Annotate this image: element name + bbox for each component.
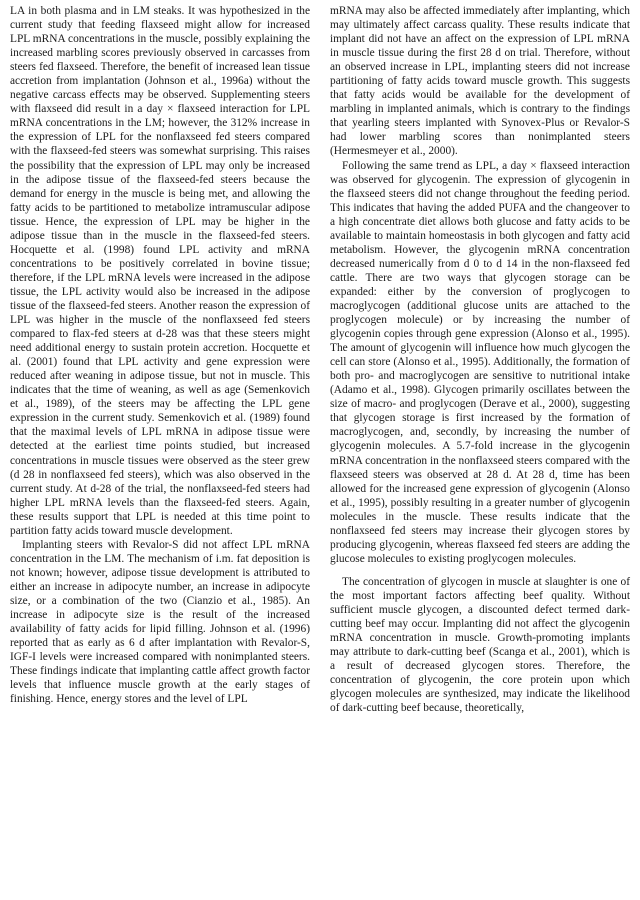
paragraph: mRNA may also be affected immediately after implanting, which may ultimately affect carcass quality. These results indicate that implant did not have an affect on the expression of LPL mRNA in muscle tissue during the first 28 d on trial. Therefore, without an observed increase in LPL, implanting steers did not increase partitioning of fatty acids toward muscle growth. This suggests that fatty acids would be available for the development of marbling in implanted animals, which is contrary to the findings that yearling steers implanted with Synovex-Plus or Revalor-S had lower marbling scores than nonimplanted steers (Hermesmeyer et al., 2000). xyxy=(330,5,630,158)
paragraph: LA in both plasma and in LM steaks. It was hypothesized in the current study that feeding flaxseed might allow for increased LPL mRNA concentrations in the muscle, possibly explaining the increased marbling scores previously observed in carcasses from steers fed flaxseed. Therefore, the benefit of increased lean tissue accretion from implantation (Johnson et al., 1996a) without the negative carcass effects may be observed. Supplementing steers with flaxseed did result in a day × flaxseed interaction for LPL mRNA concentrations in the LM; however, the 312% increase in the expression of LPL for the nonflaxseed fed steers compared with the flaxseed-fed steers was somewhat surprising. This raises the possibility that the expression of LPL may only be increased in the adipose tissue of the flaxseed-fed steers because the demand for energy in the muscle is being met, and allowing the fatty acids to be partitioned to metabolize intramuscular adipose tissue. Hence, the expression of LPL may be higher in the adipose tissue than in the muscle in the flaxseed-fed steers. Hocquette et al. (1998) found LPL activity and mRNA concentrations to be positively correlated in bovine tissue; therefore, if the LPL mRNA levels were increased in the adipose tissue, the LPL activity would also be increased in the adipose tissue of the flaxseed-fed steers. Another reason the expression of LPL was higher in the muscle of the nonflaxseed fed steers compared to flax-fed steers at d-28 was that these steers might need additional energy to sustain protein accretion. Hocquette et al. (2001) found that LPL activity and gene expression were reduced after weaning in adipose tissue, but not in muscle. This indicates that the time of weaning, as well as age (Semenkovich et al., 1989), of the steers may be affecting the LPL gene expression in the current study. Semenkovich et al. (1989) found that the maximal levels of LPL mRNA in adipose tissue were detected at the earliest time points studied, but increased concentrations in muscle tissues were observed as the steer grew (d 28 in nonflaxseed fed steers), which was also observed in the current study. At d-28 of the trial, the nonflaxseed-fed steers had higher LPL mRNA levels than the flaxseed-fed steers. Again, these results support that LPL is needed at this time point to partition fatty acids toward muscle development. xyxy=(10,5,310,537)
paragraph: Implanting steers with Revalor-S did not affect LPL mRNA concentration in the LM. The mechanism of i.m. fat deposition is not known; however, adipose tissue development is attributed to either an increase in adipocyte number, an increase in adipocyte size, or a combination of the two (Cianzio et al., 1985). An increase in adipocyte size is the result of the increased availability of fatty acids for lipid filling. Johnson et al. (1996) reported that as early as 6 d after implantation with Revalor-S, IGF-I levels were increased compared with nonimplanted steers. These findings indicate that implanting cattle affect growth factor levels that influence muscle growth at the early stages of finishing. Hence, energy stores and the level of LPL xyxy=(10,538,310,706)
paragraph: Following the same trend as LPL, a day × flaxseed interaction was observed for glycogenin. The expression of glycogenin in the flaxseed steers did not change throughout the feeding period. This indicates that having the added PUFA and the changeover to a high concentrate diet allows both glucose and fatty acids to be available to maintain homeostasis in both glycogen and fatty acid metabolism. However, the glycogenin mRNA concentration decreased numerically from d 0 to d 14 in the non-flaxseed fed cattle. There are two ways that glycogen storage can be expanded: either by the conversion of proglycogen to macroglycogen (additional glucose units are attached to the proglycogen molecule) or by increasing the number of glycogenin copies through gene expression (Alonso et al., 1995). The amount of glycogenin will influence how much glycogen the cell can store (Alonso et al., 1995). Additionally, the formation of both pro- and macroglycogen are sensitive to nutritional intake (Adamo et al., 1998). Glycogen primarily oscillates between the size of macro- and proglycogen (Derave et al., 2000), suggesting that glycogen storage is first increased by the formation of macroglycogen, and, secondly, by increasing the number of glycogenin molecules. A 5.7-fold increase in the glycogenin mRNA concentration in the nonflaxseed steers compared with the flaxseed steers was observed at 28 d. At 28 d, time has been allowed for the increased gene expression of glycogenin (Alonso et al., 1995), possibly resulting in a greater number of glycogenin molecules in the muscle. These results indicate that the nonflaxseed fed steers may increase their glycogen stores by producing glycogenin, whereas flaxseed fed steers are adding the glucose molecules to existing proglycogen molecules. xyxy=(330,159,630,565)
right-column xyxy=(330,4,630,900)
paragraph: The concentration of glycogen in muscle at slaughter is one of the most important factors affecting beef quality. Without sufficient muscle glycogen, a discounted defect termed dark-cutting beef may occur. Implanting did not affect the glycogenin mRNA concentration in muscle. Growth-promoting implants may attribute to dark-cutting beef (Scanga et al., 2001), which is a result of decreased glycogen stores. Therefore, the concentration of glycogenin, the core protein upon which glycogen molecules are synthesized, may indicate the likelihood of dark-cutting beef because, theoretically, xyxy=(330,575,630,715)
left-column xyxy=(10,4,310,900)
